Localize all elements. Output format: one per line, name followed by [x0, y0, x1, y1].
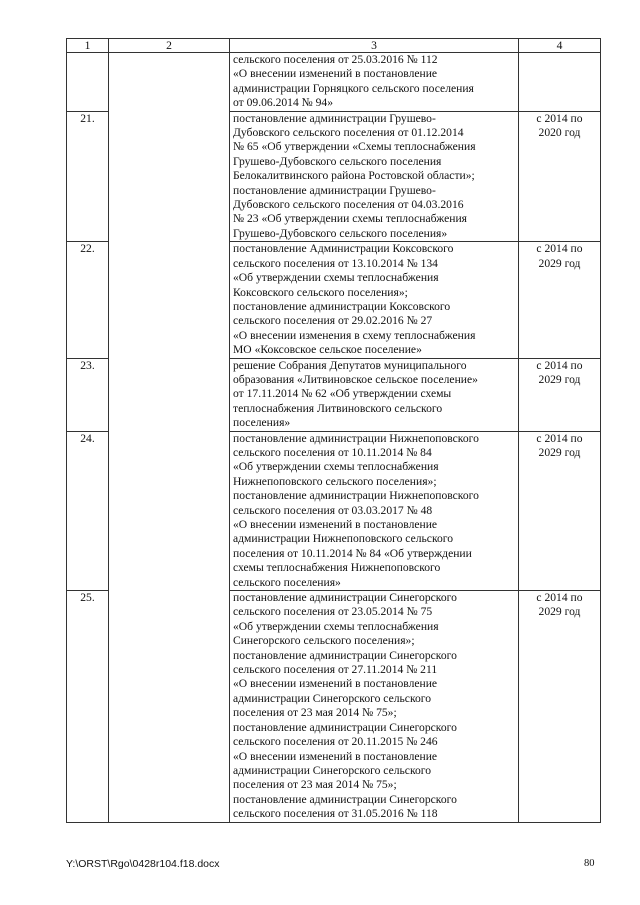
footer-page-number: 80 — [584, 858, 595, 869]
document-text-line: Грушево-Дубовского сельского поселения» — [233, 226, 448, 240]
period-text-line: с 2014 по — [536, 242, 583, 256]
header-col-2: 2 — [109, 39, 230, 53]
document-text-line: сельского поселения от 29.02.2016 № 27 — [233, 314, 433, 328]
document-text-line: «О внесении изменений в постановление — [233, 518, 438, 531]
document-text-line: постановление администрации Синегорского — [233, 792, 457, 806]
document-text-line: сельского поселения от 20.11.2015 № 246 — [233, 735, 438, 749]
row-number: 23. — [67, 358, 109, 431]
row-document-text — [230, 242, 519, 358]
table-row — [67, 53, 601, 112]
row-document-text — [230, 111, 519, 242]
period-text-line: с 2014 по — [536, 111, 583, 125]
period-text-line: 2020 год — [538, 126, 581, 140]
document-text-line: от 17.11.2014 № 62 «Об утверждении схемы — [233, 387, 452, 401]
row-number — [67, 53, 109, 112]
header-col-4: 4 — [519, 39, 601, 53]
document-text-line: постановление администрации Синегорского — [233, 591, 457, 605]
row-number: 24. — [67, 431, 109, 590]
document-text-line: МО «Коксовское сельское поселение» — [233, 343, 422, 357]
document-text-line: постановление администрации Грушево- — [233, 183, 436, 197]
legal-acts-table — [66, 38, 601, 823]
row-col-2 — [109, 53, 230, 823]
document-text-line: Белокалитвинского района Ростовской области»; — [233, 169, 475, 183]
document-text-line: сельского поселения от 13.10.2014 № 134 — [233, 256, 438, 270]
document-text-line: поселения от 23 мая 2014 № 75»; — [233, 706, 397, 720]
row-number: 21. — [67, 111, 109, 242]
row-period — [519, 242, 601, 358]
document-text-line: Коксовского сельского поселения»; — [233, 285, 408, 299]
document-text-line: сельского поселения» — [233, 575, 341, 589]
document-text-line: Дубовского сельского поселения от 01.12.2014 — [233, 126, 464, 140]
document-text-line: постановление администрации Грушево- — [233, 111, 436, 125]
row-number: 22. — [67, 242, 109, 358]
header-col-1: 1 — [67, 39, 109, 53]
document-text-line: Дубовского сельского поселения от 04.03.2016 — [233, 198, 464, 212]
document-text-line: сельского поселения от 03.03.2017 № 48 — [233, 503, 433, 517]
row-period — [519, 591, 601, 823]
document-text-line: № 23 «Об утверждении схемы теплоснабжения — [233, 212, 468, 226]
period-text-line: с 2014 по — [536, 358, 583, 372]
document-text-line: «О внесении изменений в постановление — [233, 749, 438, 763]
row-period — [519, 358, 601, 431]
document-text-line: Нижнепоповского сельского поселения»; — [233, 474, 437, 488]
row-period — [519, 53, 601, 112]
document-text-line: постановление администрации Нижнепоповского — [233, 431, 479, 445]
document-text-line: образования «Литвиновское сельское поселение» — [233, 372, 478, 386]
footer-file-path: Y:\ORST\Rgo\0428r104.f18.docx — [66, 858, 220, 870]
period-text-line: с 2014 по — [536, 431, 583, 445]
row-document-text — [230, 358, 519, 431]
document-text-line: сельского поселения от 25.03.2016 № 112 — [233, 53, 438, 66]
document-text-line: решение Собрания Депутатов муниципального — [233, 358, 467, 372]
document-text-line: «О внесении изменений в постановление — [233, 67, 438, 81]
document-text-line: от 09.06.2014 № 94» — [233, 96, 334, 110]
row-period — [519, 431, 601, 590]
row-document-text — [230, 53, 519, 112]
document-text-line: администрации Горняцкого сельского поселения — [233, 81, 474, 95]
document-text-line: № 65 «Об утверждении «Схемы теплоснабжения — [233, 140, 476, 154]
document-text-line: постановление администрации Нижнепоповского — [233, 489, 479, 503]
document-text-line: теплоснабжения Литвиновского сельского — [233, 401, 443, 415]
document-text-line: поселения» — [233, 416, 291, 430]
period-text-line: с 2014 по — [536, 591, 583, 605]
document-text-line: «Об утверждении схемы теплоснабжения — [233, 460, 439, 474]
row-document-text — [230, 431, 519, 590]
period-text-line: 2029 год — [538, 372, 581, 386]
document-text-line: поселения от 23 мая 2014 № 75»; — [233, 778, 397, 792]
document-text-line: «О внесении изменений в постановление — [233, 677, 438, 691]
period-text-line: 2029 год — [538, 445, 581, 459]
document-text-line: постановление администрации Синегорского — [233, 648, 457, 662]
document-text-line: «О внесении изменения в схему теплоснабжения — [233, 328, 476, 342]
document-text-line: поселения от 10.11.2014 № 84 «Об утверждении — [233, 546, 472, 560]
document-text-line: сельского поселения от 27.11.2014 № 211 — [233, 663, 438, 677]
document-text-line: Грушево-Дубовского сельского поселения — [233, 154, 442, 168]
table-body — [67, 53, 601, 823]
document-text-line: администрации Нижнепоповского сельского — [233, 532, 454, 546]
document-text-line: постановление Администрации Коксовского — [233, 242, 454, 256]
table-header-row — [67, 39, 601, 53]
period-text-line: 2029 год — [538, 256, 581, 270]
document-text-line: сельского поселения от 10.11.2014 № 84 — [233, 445, 432, 459]
row-document-text — [230, 591, 519, 823]
row-number: 25. — [67, 591, 109, 823]
document-text-line: администрации Синегорского сельского — [233, 763, 432, 777]
row-period — [519, 111, 601, 242]
document-text-line: постановление администрации Коксовского — [233, 299, 451, 313]
document-text-line: «Об утверждении схемы теплоснабжения — [233, 619, 439, 633]
document-text-line: схемы теплоснабжения Нижнепоповского — [233, 561, 441, 575]
document-text-line: постановление администрации Синегорского — [233, 720, 457, 734]
document-text-line: сельского поселения от 23.05.2014 № 75 — [233, 605, 433, 619]
document-text-line: администрации Синегорского сельского — [233, 691, 432, 705]
document-text-line: Синегорского сельского поселения»; — [233, 634, 415, 648]
document-text-line: сельского поселения от 31.05.2016 № 118 — [233, 807, 438, 821]
period-text-line: 2029 год — [538, 605, 581, 619]
header-col-3: 3 — [230, 39, 519, 53]
document-text-line: «Об утверждении схемы теплоснабжения — [233, 271, 439, 285]
